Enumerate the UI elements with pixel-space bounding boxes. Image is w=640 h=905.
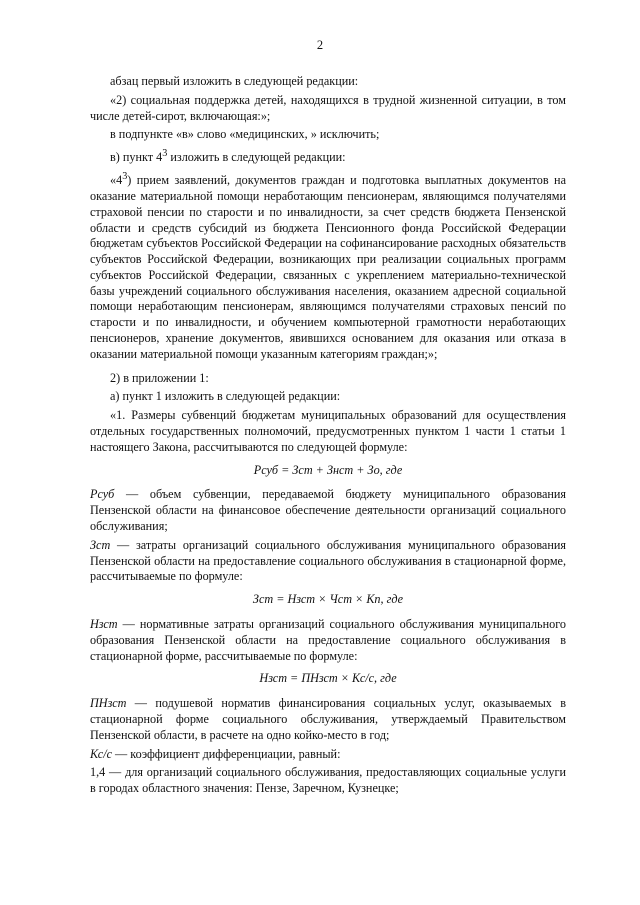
definition-2 xyxy=(90,538,566,585)
paragraph-8: «1. Размеры субвенций бюджетам муниципальных образований для осуществления отдельных государственных полномочий, предусмотренных пунктом 1 части 1 статьи 1 настоящего Закона, рассчитываются по следующей формуле: xyxy=(90,408,566,454)
formula-2: Зст = Нзст × Чст × Кп, где xyxy=(252,592,404,607)
definition-text: — затраты организаций социального обслуживания муниципального образования Пензенской области на предоставление социального обслуживания в стационарной форме, рассчитываемые по формуле: xyxy=(90,537,566,584)
document-body xyxy=(90,74,566,800)
definition-5 xyxy=(90,747,566,763)
paragraph-4 xyxy=(90,146,566,166)
definition-term: Кс/с xyxy=(90,746,112,761)
paragraph-5 xyxy=(90,169,566,363)
formula-1: Pсуб = Зст + Знст + Зо, где xyxy=(253,462,403,477)
definition-term: Зст xyxy=(90,537,111,552)
definition-3 xyxy=(90,617,566,664)
definition-text: — подушевой норматив финансирования социальных услуг, оказываемых в стационарной форме социального обслуживания, утверждаемый Правительством Пензенской области, в расчете на одно койко-место в год; xyxy=(90,696,566,742)
definition-text: — коэффициент дифференциации, равный: xyxy=(112,746,341,761)
page-number: 2 xyxy=(316,38,324,52)
definition-term: ПНзст xyxy=(90,696,127,711)
definition-6: 1,4 — для организаций социального обслуживания, предоставляющих социальные услуги в городах областного значения: Пензе, Заречном, Кузнецке; xyxy=(90,765,566,796)
formula-3: Нзст = ПНзст × Кс/с, где xyxy=(259,671,397,686)
paragraph-5-end: ) прием заявлений, документов граждан и подготовка выплатных документов на оказание материальной помощи неработающим пенсионерам, являющимся получателями страховой пенсии по старости и по инвалидности, за счет средств бюджета Пензенской области и средств субсидий из бюджета Пенсионного фонда Российской Федерации бюджетам субъектов Российской Федерации на софинансирование расходных обязательств субъектов Российской Федерации, возникающих при реализации социальных программ субъектов Российской Федерации, связанных с укреплением материально-технической базы учреждений социального обслуживания населения, оказанием адресной социальной помощи неработающим пенсионерам, являющимся получателями страховых пенсий по старости и по инвалидности, и обучением компьютерной грамотности неработающих пенсионеров, хранение документов, явившихся основанием для оказания или отказа в оказании материальной помощи указанным категориям граждан;»; xyxy=(90,173,566,361)
paragraph-4-end: изложить в следующей редакции: xyxy=(167,150,346,165)
superscript: 3 xyxy=(122,171,128,183)
definition-4 xyxy=(90,696,566,743)
definition-term: Нзст xyxy=(90,617,118,632)
definition-term: Pсуб xyxy=(90,487,115,502)
paragraph-4-start: в) пункт 4 xyxy=(110,150,163,165)
paragraph-7: а) пункт 1 изложить в следующей редакции: xyxy=(110,389,341,404)
paragraph-2: «2) социальная поддержка детей, находящихся в трудной жизненной ситуации, в том числе детей-сирот, включающая:»; xyxy=(90,92,566,123)
superscript: 3 xyxy=(162,148,168,160)
paragraph-6: 2) в приложении 1: xyxy=(110,370,209,385)
paragraph-1: абзац первый изложить в следующей редакции: xyxy=(110,74,359,88)
definition-text: — нормативные затраты организаций социального обслуживания муниципального образования Пензенской области на предоставление социального обслуживания в стационарной форме, рассчитываемые по формуле: xyxy=(90,617,566,663)
definition-1 xyxy=(90,487,566,534)
paragraph-3: в подпункте «в» слово «медицинских, » исключить; xyxy=(110,127,380,142)
paragraph-5-start: «4 xyxy=(110,173,123,188)
definition-text: — объем субвенции, передаваемой бюджету муниципального образования Пензенской области на финансовое обеспечение деятельности организаций социального обслуживания; xyxy=(90,487,566,534)
